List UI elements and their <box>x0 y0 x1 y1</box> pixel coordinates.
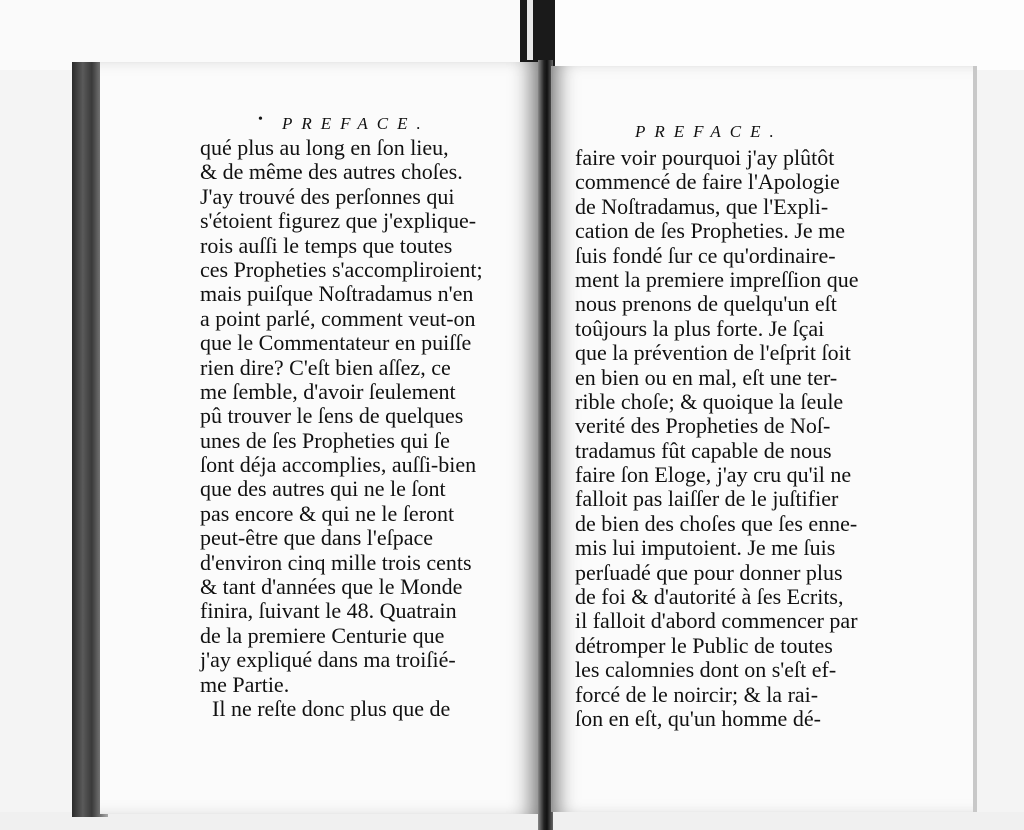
text-line: cation de ſes Propheties. Je me <box>575 218 846 244</box>
right-page-text <box>575 146 875 731</box>
text-line: pû trouver le ſens de quelques <box>200 403 464 429</box>
background-top-left <box>0 0 520 70</box>
text-line: mais puiſque Noſtradamus n'en <box>200 281 474 307</box>
text-line: détromper le Public de toutes <box>575 632 833 658</box>
book-gutter <box>538 60 553 830</box>
text-line: verité des Propheties de Noſ- <box>575 413 831 439</box>
text-line: que des autres qui ne le ſont <box>200 476 446 502</box>
text-line: faire ſon Eloge, j'ay cru qu'il ne <box>575 462 852 488</box>
text-line: les calomnies dont on s'eſt ef- <box>575 657 837 683</box>
text-line: mis lui imputoient. Je me ſuis <box>575 535 836 561</box>
text-line: ſont déja accomplies, auſſi-bien <box>200 452 477 478</box>
text-line: me ſemble, d'avoir ſeulement <box>200 378 456 404</box>
text-line: de foi & d'autorité à ſes Ecrits, <box>575 584 844 610</box>
text-line: de Noſtradamus, que l'Expli- <box>575 193 829 219</box>
right-page-header: PREFACE. <box>635 122 783 141</box>
text-line: finira, ſuivant le 48. Quatrain <box>200 598 457 624</box>
text-line: que la prévention de l'eſprit ſoit <box>575 340 851 366</box>
text-line: qué plus au long en ſon lieu, <box>200 135 449 160</box>
text-line: & de même des autres choſes. <box>200 159 463 185</box>
text-line: pas encore & qui ne le ſeront <box>200 500 455 526</box>
text-line: s'étoient figurez que j'explique- <box>200 208 477 234</box>
text-line: que le Commentateur en puiſſe <box>200 330 472 356</box>
text-line: falloit pas laiſſer de le juſtifier <box>575 486 839 512</box>
text-line: ſon en eſt, qu'un homme dé- <box>575 705 821 731</box>
text-line: Il ne reſte donc plus que de <box>212 695 451 721</box>
text-line: me Partie. <box>200 671 290 697</box>
text-line: a point parlé, comment veut-on <box>200 305 476 331</box>
text-line: toûjours la plus forte. Je ſçai <box>575 315 825 341</box>
text-line: j'ay expliqué dans ma troiſié- <box>200 647 456 673</box>
left-page <box>100 62 538 814</box>
left-page-header: PREFACE. <box>282 114 430 133</box>
text-line: rible choſe; & quoique la ſeule <box>575 388 844 414</box>
text-line: en bien ou en mal, eſt une ter- <box>575 364 838 390</box>
text-line: rois auſſi le temps que toutes <box>200 232 453 258</box>
text-line: d'environ cinq mille trois cents <box>200 549 472 575</box>
text-line: ment la premiere impreſſion que <box>575 266 859 292</box>
left-page-text <box>200 136 500 721</box>
text-line: nous prenons de quelqu'un eſt <box>575 291 837 317</box>
text-line: de la premiere Centurie que <box>200 622 445 648</box>
text-line: ces Propheties s'accompliroient; <box>200 256 483 282</box>
text-line: ſuis fondé ſur ce qu'ordinaire- <box>575 242 836 268</box>
text-line: faire voir pourquoi j'ay plûtôt <box>575 145 835 170</box>
text-line: rien dire? C'eſt bien aſſez, ce <box>200 354 451 380</box>
scanner-band-gap <box>527 0 533 60</box>
text-line: unes de ſes Propheties qui ſe <box>200 427 450 453</box>
right-page <box>553 66 977 812</box>
text-line: commencé de faire l'Apologie <box>575 169 840 195</box>
text-line: peut-être que dans l'eſpace <box>200 525 434 551</box>
text-line: J'ay trouvé des perſonnes qui <box>200 183 455 209</box>
text-line: il falloit d'abord commencer par <box>575 608 858 634</box>
text-line: & tant d'années que le Monde <box>200 574 463 600</box>
text-line: forcé de le noircir; & la rai- <box>575 681 819 707</box>
text-line: de bien des choſes que ſes enne- <box>575 510 858 536</box>
background-bottom <box>0 812 1024 830</box>
header-dot: • <box>258 112 263 127</box>
text-line: tradamus fût capable de nous <box>575 437 832 463</box>
background-top-right <box>555 0 1024 70</box>
text-line: perſuadé que pour donner plus <box>575 559 843 585</box>
